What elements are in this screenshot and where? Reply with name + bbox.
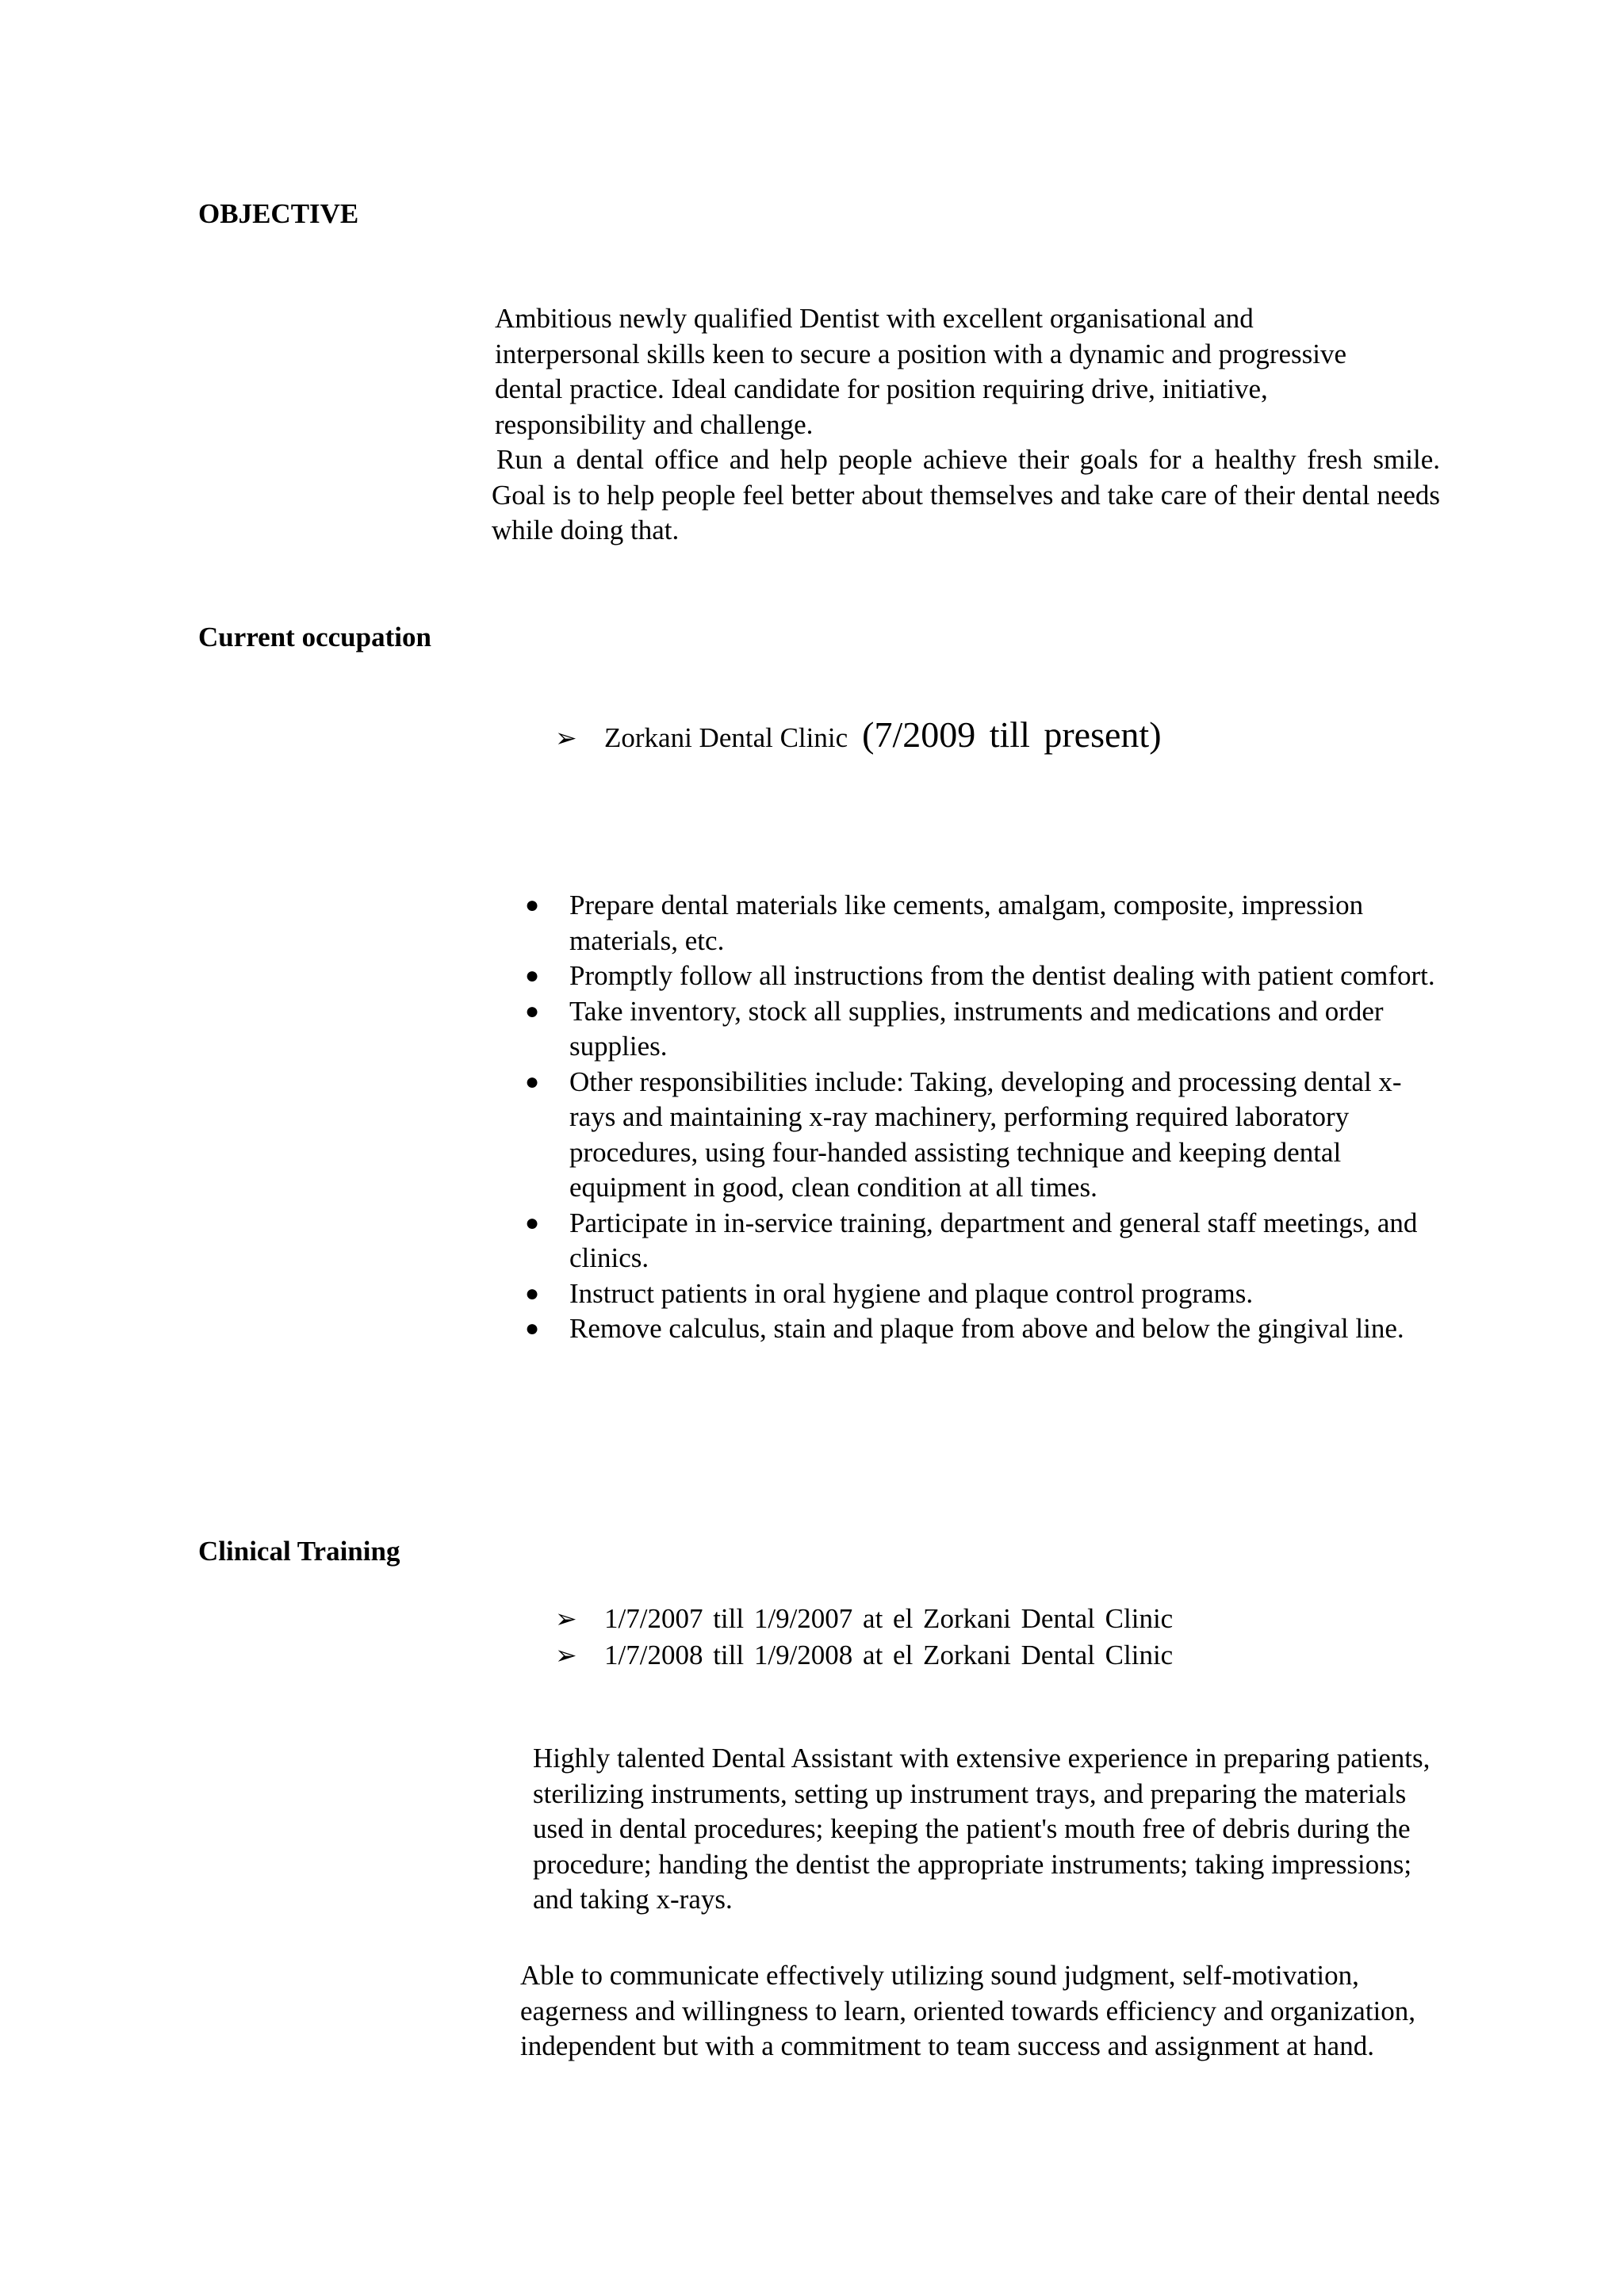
list-item xyxy=(517,888,1445,959)
clinic-name: Zorkani Dental Clinic xyxy=(604,722,848,753)
list-item xyxy=(517,1206,1445,1276)
objective-text xyxy=(495,301,1446,442)
bullet-icon: ● xyxy=(525,1209,540,1236)
duty-text: Promptly follow all instructions from the dentist dealing with patient comfort. xyxy=(569,960,1435,991)
training-summary-paragraph: Highly talented Dental Assistant with extensive experience in preparing patients, sterilizing instruments, setting up instrument trays, and preparing the materials used in dental procedures; keeping the patient's mouth free of debris during the procedure; handing the dentist the appropriate instruments; taking impressions; and taking x-rays. xyxy=(533,1743,1431,1915)
bullet-icon: ● xyxy=(525,1068,540,1095)
duties-list xyxy=(517,888,1445,1347)
arrow-bullet-icon: ➢ xyxy=(555,1605,577,1634)
duty-text: Participate in in-service training, department and general staff meetings, and clinics. xyxy=(569,1207,1418,1273)
list-item xyxy=(517,1065,1445,1206)
arrow-bullet-icon: ➢ xyxy=(555,725,577,753)
list-item xyxy=(517,959,1445,994)
current-occupation-heading: Current occupation xyxy=(198,622,431,652)
training-entry: 1/7/2007 till 1/9/2007 at el Zorkani Dental Clinic xyxy=(604,1603,1174,1634)
objective-line: dental practice. Ideal candidate for position requiring drive, initiative, xyxy=(495,373,1268,404)
duty-text: Take inventory, stock all supplies, instruments and medications and order supplies. xyxy=(569,995,1384,1062)
duty-text: Prepare dental materials like cements, amalgam, composite, impression materials, etc. xyxy=(569,890,1364,956)
bullet-icon: ● xyxy=(525,892,540,918)
duty-text: Instruct patients in oral hygiene and plaque control programs. xyxy=(569,1277,1254,1309)
objective-goal-paragraph: Run a dental office and help people achieve their goals for a healthy fresh smile. Goal is to help people feel better about themselves and take care of their dental needs while doing that. xyxy=(492,444,1440,545)
bullet-icon: ● xyxy=(525,1315,540,1341)
current-position-list xyxy=(555,714,1507,757)
objective-line: interpersonal skills keen to secure a position with a dynamic and progressive xyxy=(495,338,1347,369)
list-item xyxy=(517,1311,1445,1347)
duty-text: Other responsibilities include: Taking, developing and processing dental x-rays and maintaining x-ray machinery, performing required laboratory procedures, using four-handed assisting technique and keeping dental equipment in good, clean condition at all times. xyxy=(569,1066,1402,1203)
arrow-bullet-icon: ➢ xyxy=(555,1641,577,1670)
list-item xyxy=(517,994,1445,1065)
bullet-icon: ● xyxy=(525,997,540,1024)
objective-line: Ambitious newly qualified Dentist with excellent organisational and xyxy=(495,303,1254,334)
training-list xyxy=(555,1601,1507,1674)
duty-text: Remove calculus, stain and plaque from above and below the gingival line. xyxy=(569,1313,1404,1344)
objective-line: responsibility and challenge. xyxy=(495,408,814,440)
bullet-icon: ● xyxy=(525,1280,540,1307)
objective-heading: OBJECTIVE xyxy=(198,198,359,229)
list-item xyxy=(517,1276,1445,1312)
list-item xyxy=(555,1638,1507,1674)
bullet-icon: ● xyxy=(525,962,540,989)
list-item xyxy=(555,1601,1507,1638)
list-item xyxy=(555,714,1507,757)
training-entry: 1/7/2008 till 1/9/2008 at el Zorkani Dental Clinic xyxy=(604,1639,1174,1670)
employment-period: (7/2009 till present) xyxy=(862,714,1162,755)
skills-summary-paragraph: Able to communicate effectively utilizing sound judgment, self-motivation, eagerness and willingness to learn, oriented towards efficiency and organization, independent but with a commitment to team success and assignment at hand. xyxy=(520,1960,1416,2061)
clinical-training-heading: Clinical Training xyxy=(198,1536,400,1567)
